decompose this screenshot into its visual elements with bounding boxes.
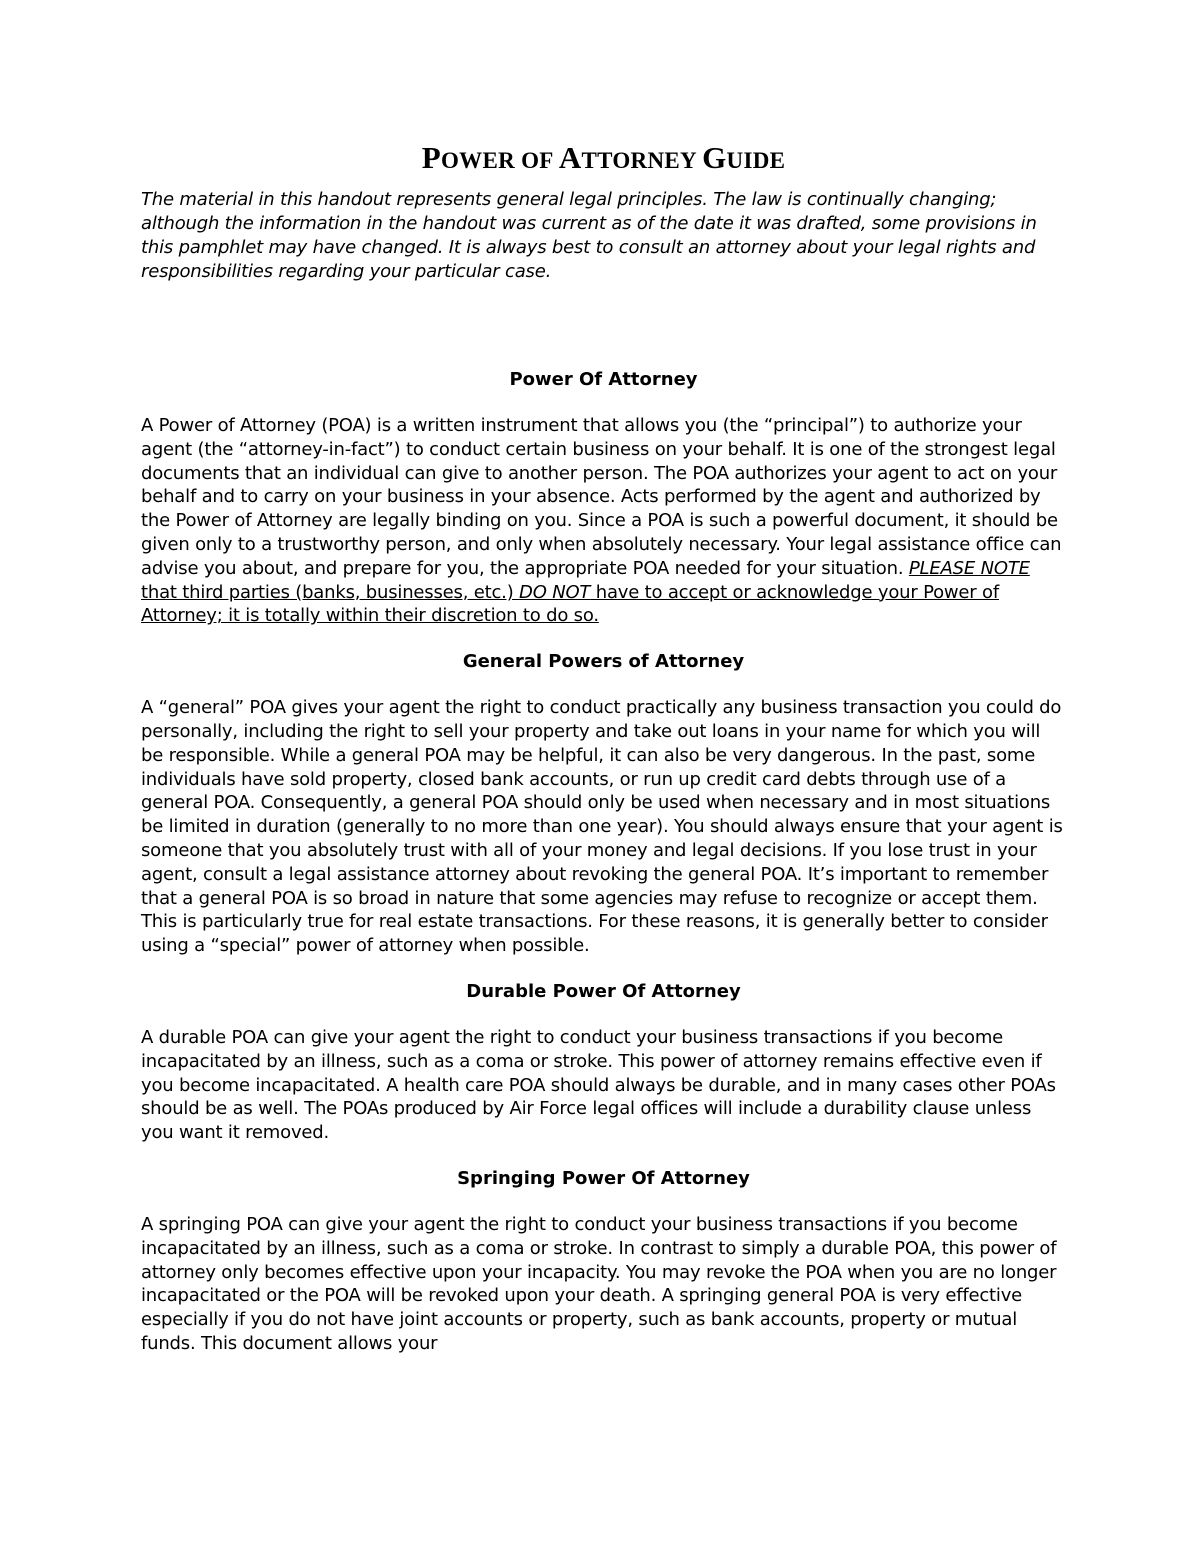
title-cap-2: A bbox=[558, 140, 582, 175]
please-note-text-end: have to accept or acknowledge your Power of Attorney; it is totally within their discretion to do so. bbox=[141, 581, 999, 627]
document-title bbox=[141, 140, 1066, 176]
title-part-3: UIDE bbox=[726, 148, 786, 173]
section-body-general-poa: A “general” POA gives your agent the right to conduct practically any business transaction you could do personally, including the right to sell your property and take out loans in your name for which you will be responsible. While a general POA may be helpful, it can also be very dangerous. In the past, some individuals have sold property, closed bank accounts, or run up credit card debts through use of a general POA. Consequently, a general POA should only be used when necessary and in most situations be limited in duration (generally to no more than one year). You should always ensure that your agent is someone that you absolutely trust with all of your money and legal decisions. If you lose trust in your agent, consult a legal assistance attorney about revoking the general POA. It’s important to remember that a general POA is so broad in nature that some agencies may refuse to recognize or accept them. This is particularly true for real estate transactions. For these reasons, it is generally better to consider using a “special” power of attorney when possible. bbox=[141, 697, 1063, 957]
section-body-power-of-attorney bbox=[141, 414, 1066, 628]
section-heading-springing-poa: Springing Power Of Attorney bbox=[457, 1167, 750, 1189]
do-not-emphasis: DO NOT bbox=[519, 581, 591, 603]
title-cap-3: G bbox=[702, 140, 727, 175]
title-cap-1: P bbox=[421, 140, 441, 175]
section-body-durable-poa: A durable POA can give your agent the right to conduct your business transactions if you become incapacitated by an illness, such as a coma or stroke. This power of attorney remains effective even if you become incapacitated. A health care POA should always be durable, and in many cases other POAs should be as well. The POAs produced by Air Force legal offices will include a durability clause unless you want it removed. bbox=[141, 1026, 1056, 1144]
section-body-springing-poa: A springing POA can give your agent the right to conduct your business transactions if you become incapacitated by an illness, such as a coma or stroke. In contrast to simply a durable POA, this power of attorney only becomes effective upon your incapacity. You may revoke the POA when you are no longer incapacitated or the POA will be revoked upon your death. A springing general POA is very effective especially if you do not have joint accounts or property, such as bank accounts, property or mutual funds. This document allows your bbox=[141, 1213, 1057, 1354]
document-page bbox=[141, 140, 1066, 1378]
please-note-label: PLEASE NOTE bbox=[908, 557, 1030, 579]
section-heading-durable-poa: Durable Power Of Attorney bbox=[466, 980, 741, 1002]
section-body-text: A Power of Attorney (POA) is a written instrument that allows you (the “principal”) to authorize your agent (the “attorney-in-fact”) to conduct certain business on your behalf. It is one of the strongest legal documents that an individual can give to another person. The POA authorizes your agent to act on your behalf and to carry on your business in your absence. Acts performed by the agent and authorized by the Power of Attorney are legally binding on you. Since a POA is such a powerful document, it should be given only to a trustworthy person, and only when absolutely necessary. Your legal assistance office can advise you about, and prepare for you, the appropriate POA needed for your situation. bbox=[141, 415, 1062, 579]
title-part-1: OWER OF bbox=[440, 148, 559, 173]
section-heading-power-of-attorney: Power Of Attorney bbox=[509, 369, 698, 390]
title-part-2: TTORNEY bbox=[581, 148, 703, 173]
intro-disclaimer: The material in this handout represents general legal principles. The law is continually changing; although the information in the handout was current as of the date it was drafted, some provisions in this pamphlet may have changed. It is always best to consult an attorney about your legal rights and responsibilities regarding your particular case. bbox=[141, 189, 1037, 282]
section-heading-general-poa: General Powers of Attorney bbox=[462, 651, 745, 673]
please-note-text: that third parties (banks, businesses, etc.) bbox=[141, 581, 520, 603]
